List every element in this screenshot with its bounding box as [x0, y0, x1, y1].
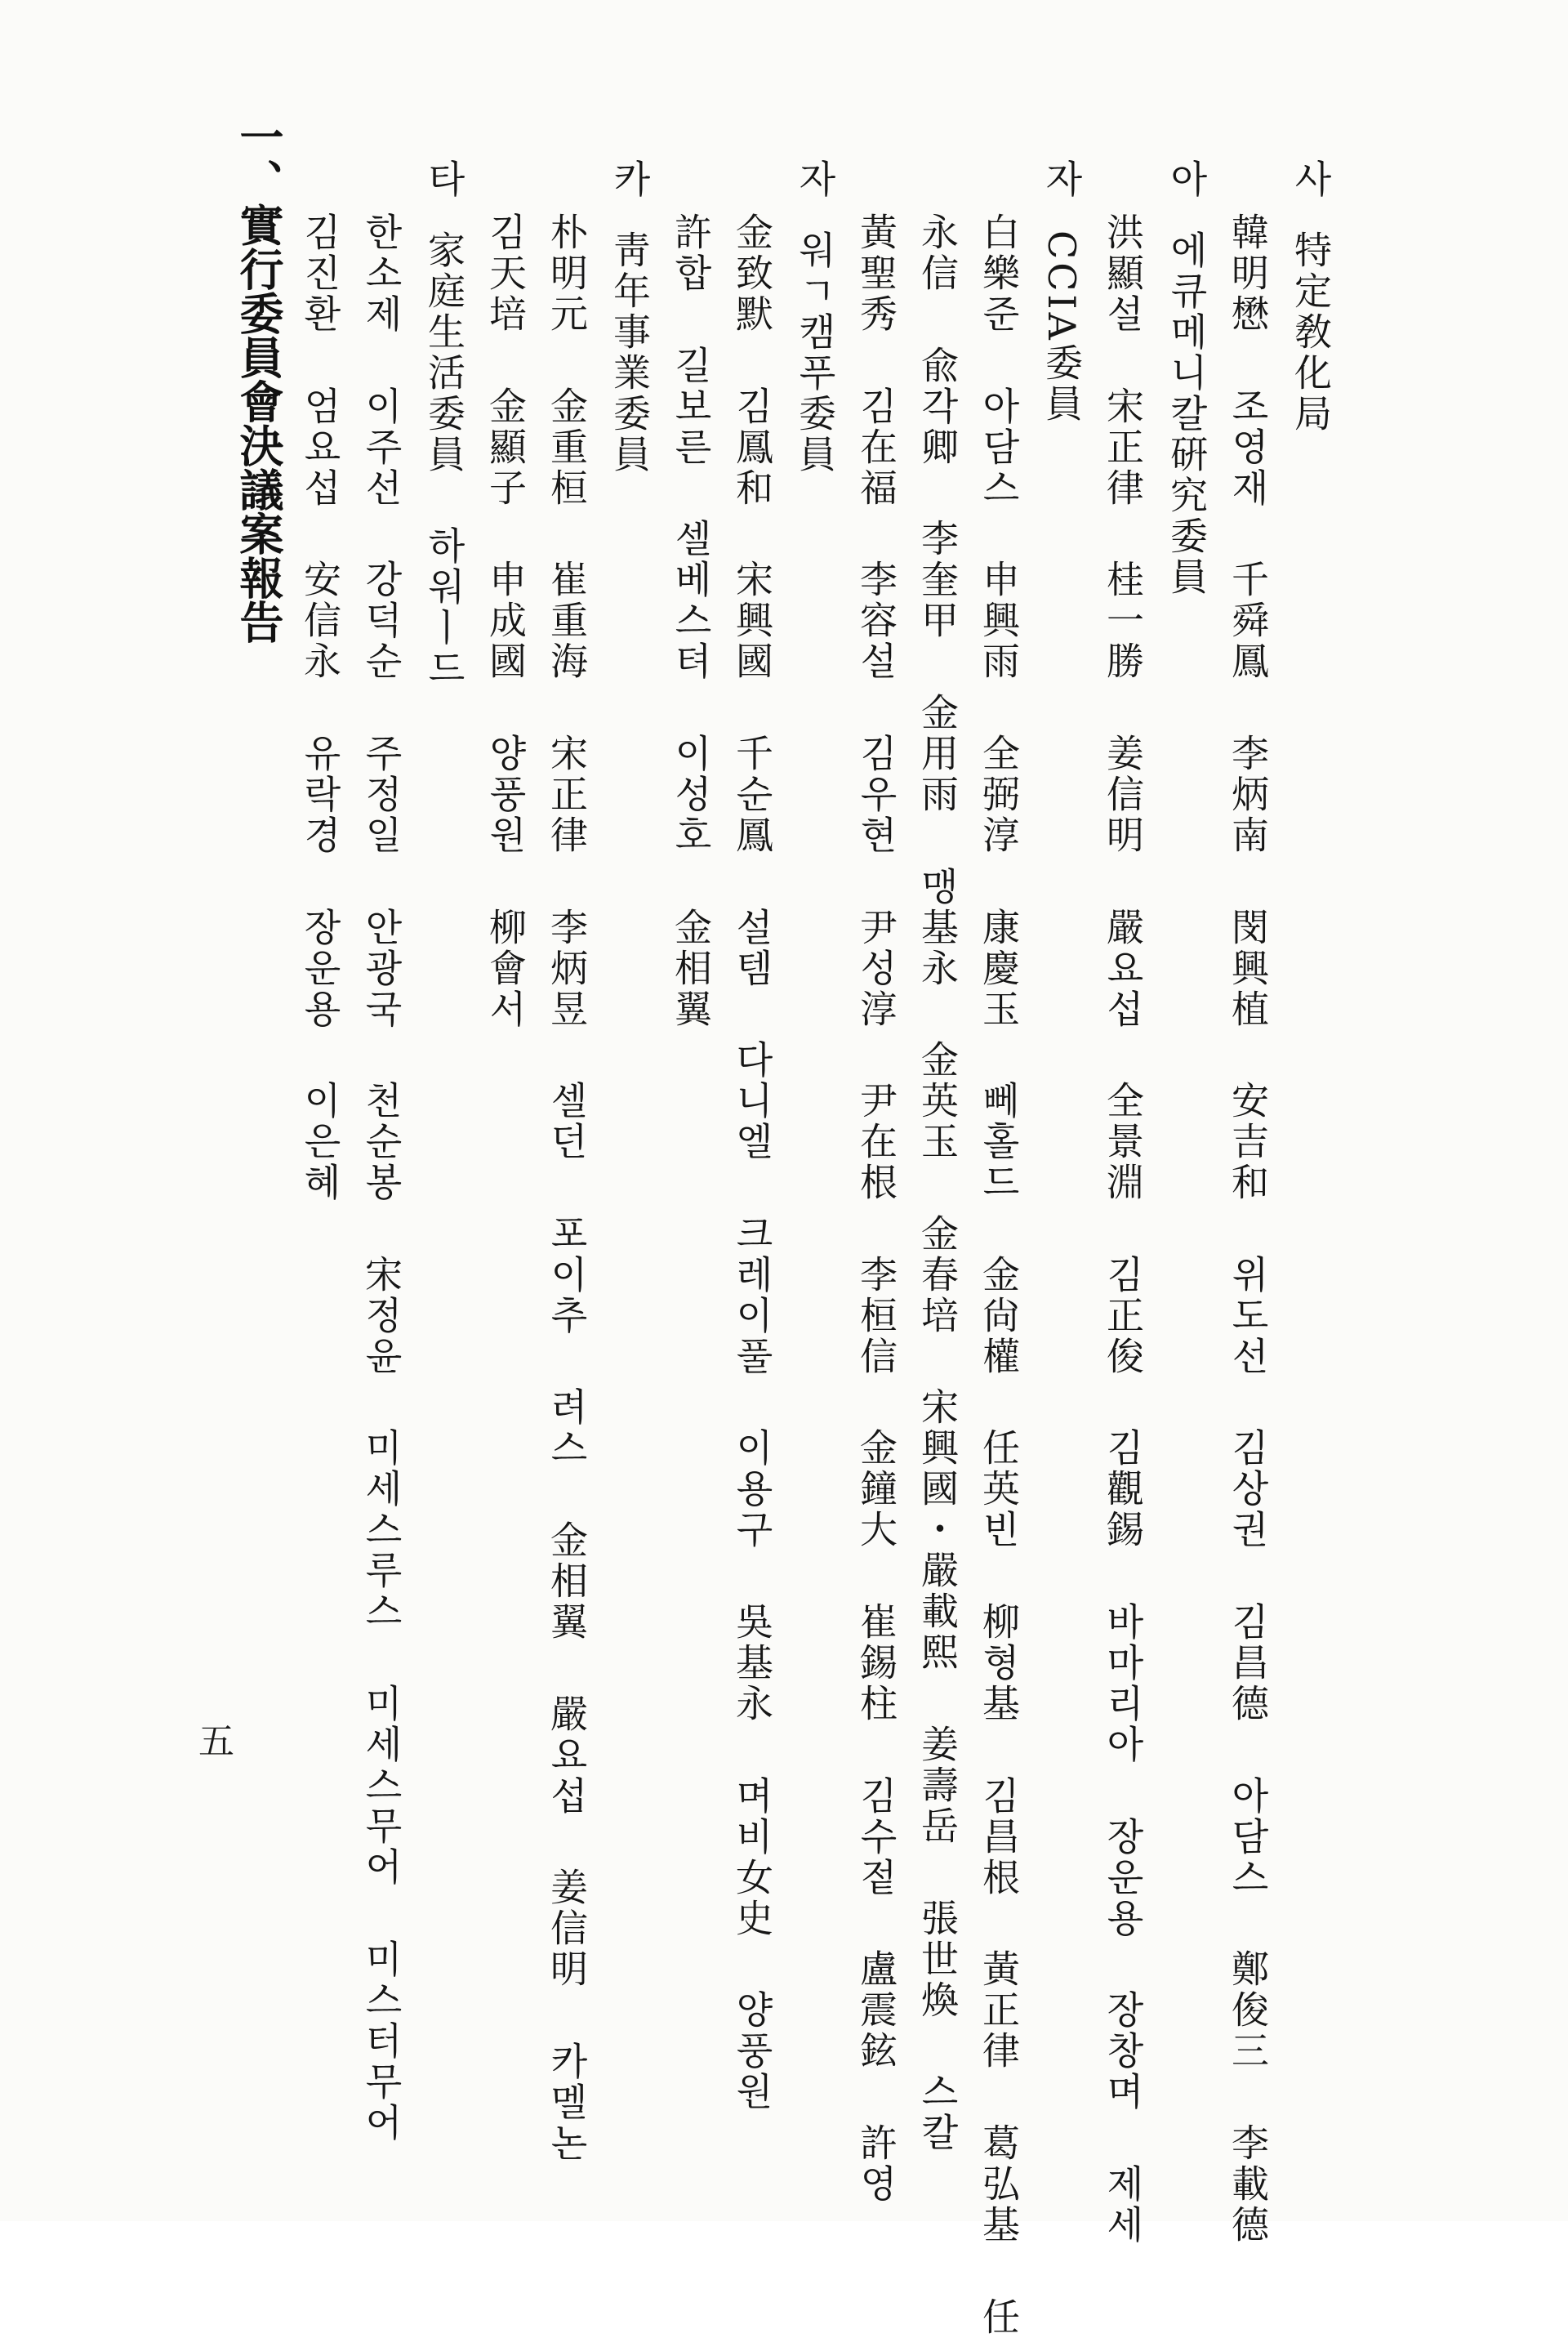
name: 아담스 [1226, 1775, 1270, 1899]
section-title: 靑年事業委員 [608, 230, 652, 475]
name: 千순鳳 [730, 733, 774, 856]
name: 미스터무어 [359, 1939, 403, 2144]
name: 이용구 [730, 1428, 774, 1551]
name: 安吉和 [1226, 1081, 1270, 1204]
name: 金相翼 [545, 1520, 589, 1643]
name: 申興雨 [977, 560, 1021, 683]
name: 兪각卿 [915, 345, 960, 468]
name: 嚴요섭 [1101, 907, 1145, 1030]
name: 김在福 [854, 386, 898, 509]
name: 鄭俊三 [1226, 1949, 1270, 2073]
name: 셀던 [545, 1081, 589, 1163]
name: 金相翼 [669, 907, 713, 1030]
section-label: 아 [1165, 159, 1209, 200]
name: 許영 [854, 2122, 898, 2205]
name: 千舜鳳 [1226, 560, 1270, 683]
name: 李炳南 [1226, 733, 1270, 856]
name-list-col [298, 212, 342, 1204]
name-list-col [669, 212, 713, 1030]
name: 葛弘基 [977, 2122, 1021, 2246]
name: 김昌德 [1226, 1602, 1270, 1724]
name-list-col [915, 212, 960, 2154]
name: 이성호 [669, 733, 713, 856]
name: 金英玉 [915, 1040, 960, 1163]
name: 장운용 [1101, 1816, 1145, 1939]
name-list-col [854, 212, 898, 2205]
section-label: 자 [1040, 159, 1084, 200]
section-label: 타 [422, 159, 466, 200]
name: 김天培 [483, 212, 528, 335]
name-list-col [1101, 212, 1145, 2246]
name: 柳형基 [977, 1602, 1021, 1724]
name: 장창며 [1101, 1990, 1145, 2113]
name: 許합 [669, 212, 713, 294]
name: 金鐘大 [854, 1428, 898, 1551]
name: 康慶玉 [977, 907, 1021, 1030]
name: 맹基永 [915, 866, 960, 989]
name: 宋興國・嚴載熙 [915, 1387, 960, 1674]
name: 위도선 [1226, 1254, 1270, 1377]
name: 천순봉 [359, 1081, 403, 1204]
name: 韓明懋 [1226, 212, 1270, 335]
name: 姜信明 [545, 1867, 589, 1991]
name: 崔錫柱 [854, 1602, 898, 1724]
name: 이은혜 [298, 1081, 342, 1204]
name: 姜信明 [1101, 733, 1145, 856]
name-list-col [359, 212, 403, 2144]
name: 任英빈 [977, 1428, 1021, 1551]
name: 이주선 [359, 386, 403, 509]
name: 李載德 [1226, 2122, 1270, 2246]
name: 장운용 [298, 907, 342, 1030]
name: 金用雨 [915, 692, 960, 815]
name: 尹在根 [854, 1081, 898, 1204]
name: 宋正律 [545, 733, 589, 856]
section-title: CCIA委員 [1040, 230, 1084, 425]
section-heading-col [1289, 159, 1333, 435]
name-list-col [977, 212, 1021, 2338]
name: 스칼 [915, 2072, 960, 2154]
name: 양풍원 [730, 1990, 774, 2113]
name: 카멜논 [545, 2041, 589, 2164]
name: 宋正律 [1101, 386, 1145, 509]
name: 김觀錫 [1101, 1428, 1145, 1551]
report-heading: 一、實行委員會決議案報告 [233, 114, 285, 644]
name: 宋정윤 [359, 1254, 403, 1377]
name: 미세스루스 [359, 1428, 403, 1633]
name: 설템 [730, 907, 774, 989]
name: 嚴요섭 [545, 1693, 589, 1817]
section-heading-col [1040, 159, 1084, 425]
section-title: 家庭生活委員 [422, 230, 466, 475]
name: 조영재 [1226, 386, 1270, 509]
name: 김상권 [1226, 1428, 1270, 1551]
section-title: 에큐메니칼硏究委員 [1165, 230, 1209, 598]
name: 바마리아 [1101, 1602, 1145, 1765]
name: 金致默 [730, 212, 774, 335]
section-title: 特定敎化局 [1289, 230, 1333, 435]
name: 李容설 [854, 560, 898, 683]
name: 김昌根 [977, 1775, 1021, 1899]
name-list-col [1226, 212, 1270, 2246]
name: 永信 [915, 212, 960, 294]
name: 金春培 [915, 1213, 960, 1336]
name: 며비女史 [730, 1775, 774, 1939]
name: 한소제 [359, 212, 403, 335]
name: 다니엘 [730, 1040, 774, 1163]
name: 張世煥 [915, 1898, 960, 2021]
name: 李桓信 [854, 1254, 898, 1377]
name: 李炳昱 [545, 907, 589, 1030]
name: 하워ㅣ드 [422, 526, 466, 690]
section-label: 사 [1289, 159, 1333, 200]
name-list-col [730, 212, 774, 2113]
name-list-col [545, 212, 589, 2164]
name: 김鳳和 [730, 386, 774, 509]
section-heading-col [793, 159, 837, 475]
name: 安信永 [298, 560, 342, 683]
name: 盧震鉉 [854, 1949, 898, 2073]
name: 白樂준 [977, 212, 1021, 335]
name: 黃正律 [977, 1949, 1021, 2073]
name-list-col [483, 212, 528, 1030]
name: 崔重海 [545, 560, 589, 683]
name: 金尙權 [977, 1254, 1021, 1377]
name: 尹성淳 [854, 907, 898, 1030]
name: 全弼淳 [977, 733, 1021, 856]
name: 桂一勝 [1101, 560, 1145, 683]
name: 李奎甲 [915, 519, 960, 642]
section-heading-col [422, 159, 466, 690]
name: 강덕순 [359, 560, 403, 683]
name: 려스 [545, 1387, 589, 1470]
name: 金重桓 [545, 386, 589, 509]
name: 셀베스텨 [669, 519, 713, 683]
name: 아담스 [977, 386, 1021, 509]
name: 김우현 [854, 733, 898, 856]
name: 유락경 [298, 733, 342, 856]
section-heading-col [608, 159, 652, 475]
name: 뻬홀드 [977, 1081, 1021, 1204]
name: 미세스무어 [359, 1684, 403, 1888]
name: 제세 [1101, 2163, 1145, 2246]
name: 크레이풀 [730, 1213, 774, 1377]
name: 申成國 [483, 560, 528, 683]
section-heading-col [1165, 159, 1209, 598]
name: 주정일 [359, 733, 403, 856]
name: 김수젙 [854, 1775, 898, 1899]
section-label: 카 [608, 159, 652, 200]
name: 黃聖秀 [854, 212, 898, 335]
name: 姜壽岳 [915, 1724, 960, 1847]
name: 김진환 [298, 212, 342, 335]
name: 金顯子 [483, 386, 528, 509]
name: 김正俊 [1101, 1254, 1145, 1377]
name: 길보른 [669, 345, 713, 468]
page-number: 五 [192, 1722, 234, 1758]
name: 朴明元 [545, 212, 589, 335]
name: 포이추 [545, 1213, 589, 1336]
name: 엄요섭 [298, 386, 342, 509]
name: 任 [977, 2296, 1021, 2338]
name: 閔興植 [1226, 907, 1270, 1030]
name: 안광국 [359, 907, 403, 1030]
name: 洪顯설 [1101, 212, 1145, 335]
name: 宋興國 [730, 560, 774, 683]
name: 吳基永 [730, 1602, 774, 1724]
name: 양풍원 [483, 733, 528, 856]
section-title: 워ㄱ캠푸委員 [793, 230, 837, 475]
name: 全景淵 [1101, 1081, 1145, 1204]
name: 柳會서 [483, 907, 528, 1030]
section-label: 자 [793, 159, 837, 200]
